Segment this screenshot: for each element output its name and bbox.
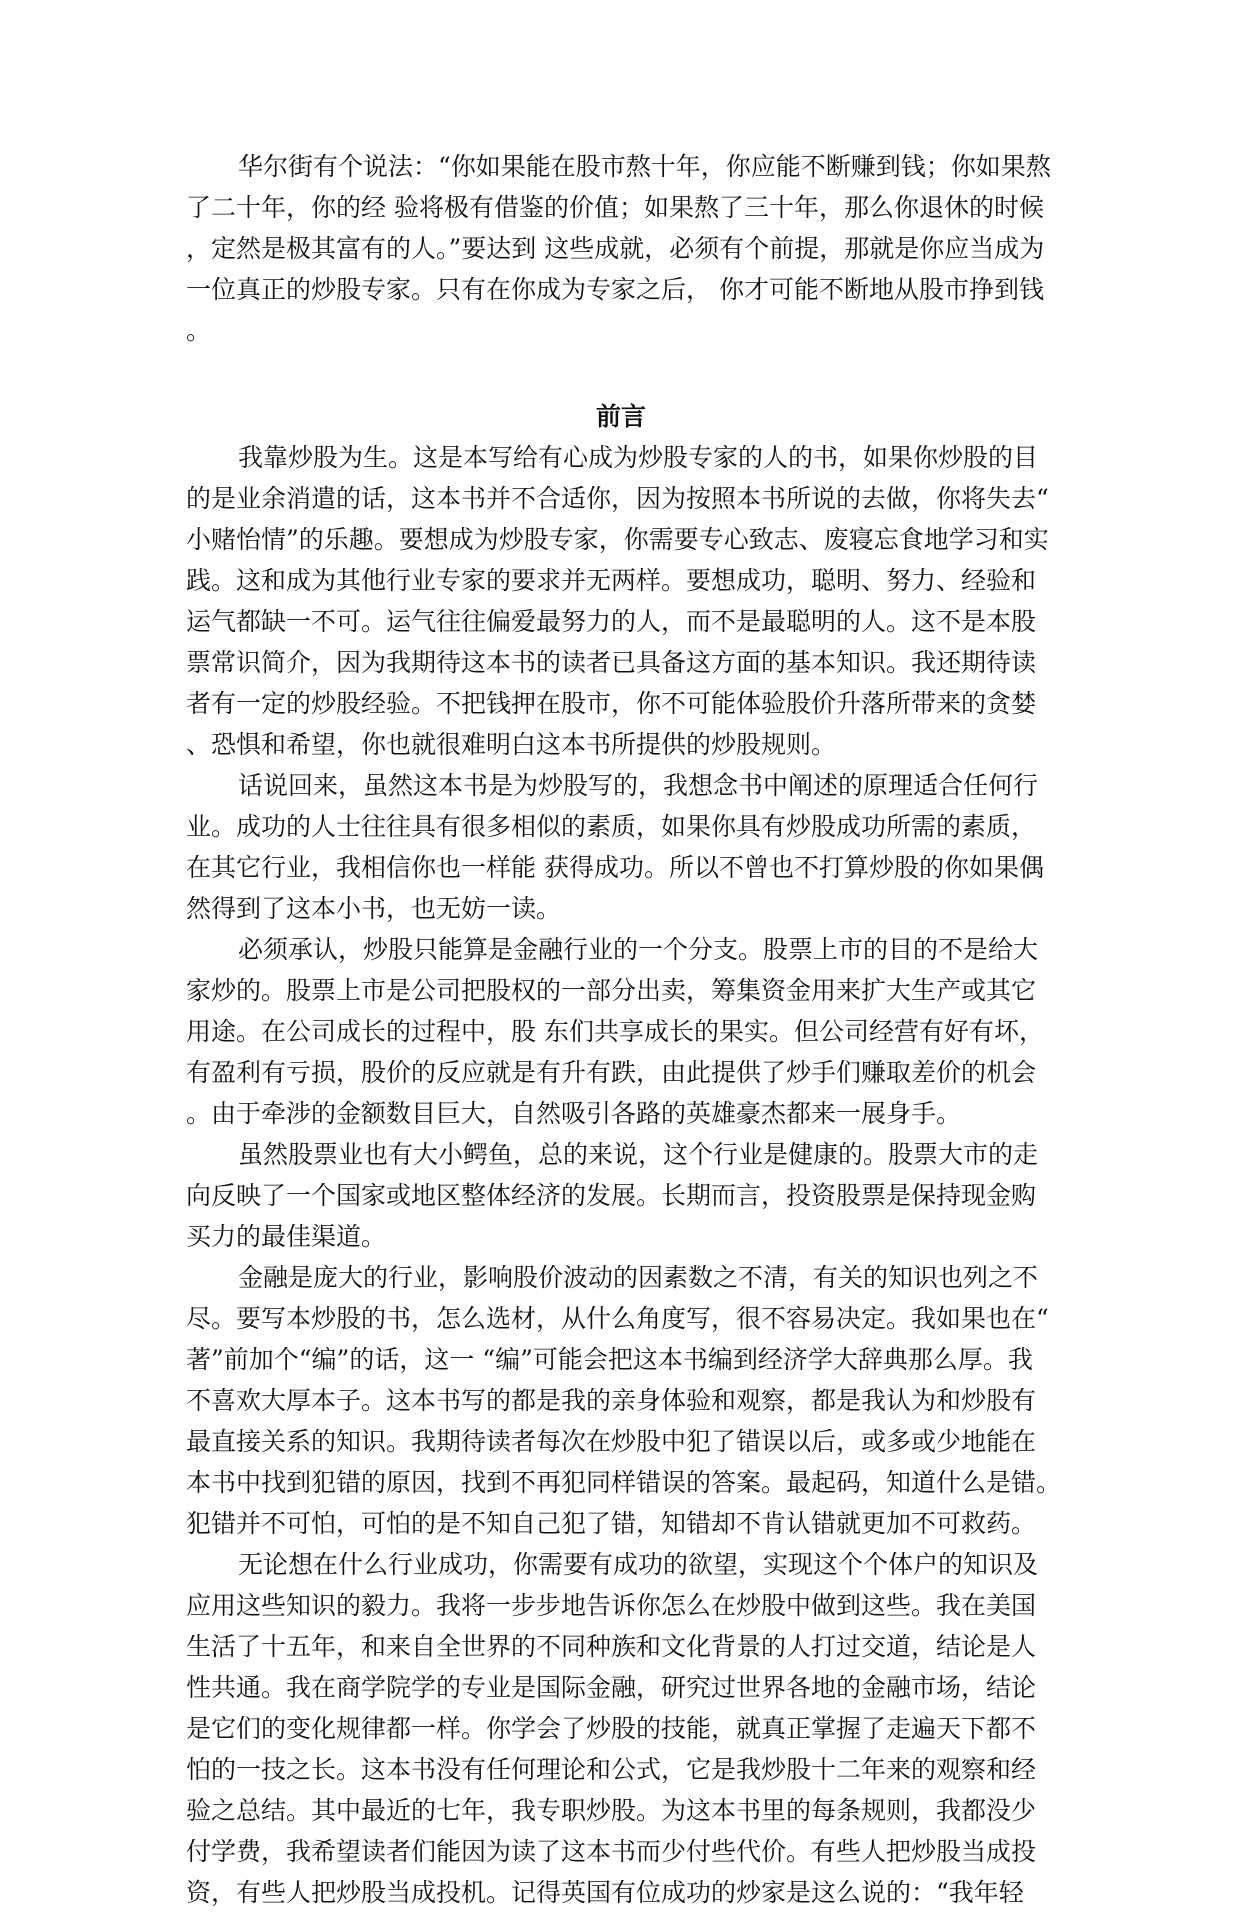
document-body <box>186 146 1099 1913</box>
body-paragraph-4: 虽然股票业也有大小鳄鱼，总的来说，这个行业是健康的。股票大市的走向反映了一个国家或地区整体经济的发展。长期而言，投资股票是保持现金购买力的最佳渠道。 <box>186 1140 1039 1251</box>
body-paragraph-3: 必须承认，炒股只能算是金融行业的一个分支。股票上市的目的不是给大家炒的。股票上市是公司把股权的一部分出卖，筹集资金用来扩大生产或其它用途。在公司成长的过程中，股 东们共享成长的果实。但公司经营有好有坏，有盈利有亏损，股价的反应就是有升有跌，由此提供了炒手们赚取差价的机会。由于牵涉的金额数目巨大，自然吸引各路的英雄豪杰都来一展身手。 <box>186 935 1044 1128</box>
body-paragraph-1: 我靠炒股为生。这是本写给有心成为炒股专家的人的书，如果你炒股的目的是业余消遣的话，这本书并不合适你，因为按照本书所说的去做，你将失去“小赌怡情”的乐趣。要想成为炒股专家，你需要专心致志、废寝忘食地学习和实践。这和成为其他行业专家的要求并无两样。要想成功，聪明、努力、经验和运气都缺一不可。运气往往偏爱最努力的人，而不是最聪明的人。这不是本股票常识简介，因为我期待这本书的读者已具备这方面的基本知识。我还期待读者有一定的炒股经验。不把钱押在股市，你不可能体验股价升落所带来的贪婪、恐惧和希望，你也就很难明白这本书所提供的炒股规则。 <box>186 443 1049 759</box>
body-paragraph-6: 无论想在什么行业成功，你需要有成功的欲望，实现这个个体户的知识及应用这些知识的毅力。我将一步步地告诉你怎么在炒股中做到这些。我在美国生活了十五年，和来自全世界的不同种族和文化背景的人打过交道，结论是人性共通。我在商学院学的专业是国际金融，研究过世界各地的金融市场，结论是它们的变化规律都一样。你学会了炒股的技能，就真正掌握了走遍天下都不怕的一技之长。这本书没有任何理论和公式，它是我炒股十二年来的观察和经验之总结。其中最近的七年，我专职炒股。为这本书里的每条规则，我都没少付学费，我希望读者们能因为读了这本书而少付些代价。有些人把炒股当成投资，有些人把炒股当成投机。记得英国有位成功的炒家是这么说的：“我年轻 <box>186 1550 1039 1907</box>
body-paragraph-2: 话说回来，虽然这本书是为炒股写的，我想念书中阐述的原理适合任何行业。成功的人士往往具有很多相似的素质，如果你具有炒股成功所需的素质，在其它行业，我相信你也一样能 获得成功。所以不曾也不打算炒股的你如果偶然得到了这本小书，也无妨一读。 <box>186 771 1044 923</box>
section-heading: 前言 <box>595 402 646 431</box>
intro-paragraph: 华尔街有个说法：“你如果能在股市熬十年，你应能不断赚到钱；你如果熬了二十年，你的经 验将极有借鉴的价值；如果熬了三十年，那么你退休的时候，定然是极其富有的人。”要达到 这些成就，必须有个前提，那就是你应当成为一位真正的炒股专家。只有在你成为专家之后， 你才可能不断地从股市挣到钱。 <box>186 152 1051 345</box>
body-paragraph-5: 金融是庞大的行业，影响股价波动的因素数之不清，有关的知识也列之不尽。要写本炒股的书，怎么选材，从什么角度写，很不容易决定。我如果也在“著”前加个“编”的话，这一 “编”可能会把这本书编到经济学大辞典那么厚。我不喜欢大厚本子。这本书写的都是我的亲身体验和观察，都是我认为和炒股有最直接关系的知识。我期待读者每次在炒股中犯了错误以后，或多或少地能在本书中找到犯错的原因，找到不再犯同样错误的答案。最起码，知道什么是错。 犯错并不可怕，可怕的是不知自己犯了错，知错却不肯认错就更加不可救药。 <box>186 1263 1099 1538</box>
